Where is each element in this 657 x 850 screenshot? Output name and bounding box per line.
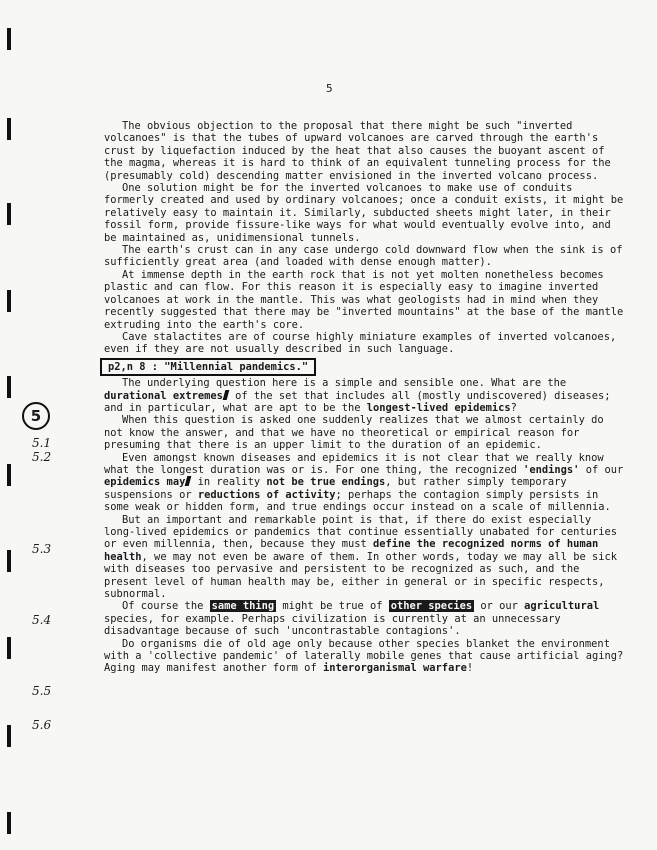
text-run: might be true of <box>276 600 389 613</box>
text-run: , but rather simply temporary suspensions or <box>104 476 567 501</box>
paragraph <box>104 600 624 637</box>
emphasis: interorganismal warfare <box>322 662 467 675</box>
paragraph <box>104 377 624 414</box>
margin-note: 5.4 <box>32 613 52 627</box>
emphasis: not be true endings <box>266 476 386 489</box>
text-run: species, for example. Perhaps civilization is currently at an unnecessary disadvantage because of such 'uncontrastable contagions'. <box>104 612 561 638</box>
text-run: of the set that includes all (mostly undiscovered) diseases; and in particular, what are apt to be the <box>104 389 611 414</box>
emphasis: same thing <box>211 600 275 613</box>
paragraph: Cave stalactites are of course highly miniature examples of inverted volcanoes, even if they are not usually described in such language. <box>104 330 617 356</box>
page-number: 5 <box>326 82 333 95</box>
text-run: But an important and remarkable point is that, if there do exist especially long-lived epidemics or pandemics that continue essentially unabated for centuries or even millennia, then, because they must <box>104 513 617 551</box>
binder-mark <box>7 376 11 398</box>
text-run: of our <box>579 463 624 476</box>
binder-mark <box>7 812 11 834</box>
binder-mark <box>7 464 11 486</box>
margin-note: 5.1 <box>32 436 52 450</box>
emphasis: other species <box>390 600 473 613</box>
text-run: in reality <box>191 476 267 489</box>
emphasis: agricultural <box>524 600 600 613</box>
paragraph: When this question is asked one suddenly realizes that we almost certainly do not know the answer, and that we have no theoretical or empirical reason for presuming that there is an upper limit to the duration of an epidemic. <box>104 414 604 452</box>
text-run: Do organisms die of old age only because other species blanket the environment with a 'collective pandemic' of laterally mobile genes that cause artificial aging? Aging may manifest another form of <box>104 637 624 675</box>
text-run: ? <box>510 401 517 414</box>
text-run: ! <box>466 662 474 675</box>
emphasis: epidemics may <box>104 476 186 489</box>
section-heading: p2,n 8 : "Millennial pandemics." <box>100 358 316 376</box>
paragraph: The obvious objection to the proposal that there might be such "inverted volcanoes" is that the tubes of upward volcanoes are carved through the earth's crust by liquefaction induced by the heat that also causes the buoyant ascent of the magma, whereas it is hard to think of an equivalent tunneling process for the (presumably cold) descending matter envisioned in the inverted volcano process. <box>104 120 611 182</box>
paragraph <box>104 452 624 514</box>
binder-mark <box>7 118 11 140</box>
text-run: ; perhaps the contagion simply persists in some weak or hidden form, and true endings occur instead on a scale of millennia. <box>104 488 611 514</box>
binder-mark <box>7 550 11 572</box>
body-text <box>104 120 624 675</box>
margin-note: 5.6 <box>32 718 52 732</box>
text-run: or our <box>474 600 525 613</box>
text-run: The underlying question here is a simple and sensible one. What are the <box>122 377 567 390</box>
paragraph: One solution might be for the inverted volcanoes to make use of conduits formerly created and used by ordinary volcanoes; once a conduit exists, it might be relatively easy to maintain it. Similarly, subducted sheets might later, in their fossil form, provide fissure-like ways for what would eventually evolve into, and be maintained as, unidimensional tunnels. <box>104 182 624 244</box>
binder-mark <box>7 203 11 225</box>
emphasis: reductions of activity <box>197 488 336 501</box>
binder-mark <box>7 290 11 312</box>
margin-note: 5.3 <box>32 542 52 556</box>
emphasis: longest-lived epidemics <box>366 401 511 414</box>
paragraph <box>104 638 624 675</box>
text-run: , we may not even be aware of them. In other words, today we may all be sick with diseases too pervasive and persistent to be recognized as such, and the present level of human health may be, either in general or in specific respects, subnormal. <box>104 550 617 601</box>
paragraph: At immense depth in the earth rock that is not yet molten nonetheless becomes plastic and can flow. For this reason it is especially easy to imagine inverted volcanoes at work in the mantle. This was what geologists had in mind when they recently suggested that there may be "inverted mountains" at the base of the mantle extruding into the earth's core. <box>104 268 624 331</box>
text-run: Of course the <box>122 600 210 613</box>
margin-note: 5.5 <box>32 684 52 698</box>
emphasis: 'endings' <box>523 463 580 476</box>
emphasis: define the recognized norms of human health <box>104 538 599 563</box>
binder-mark <box>7 637 11 659</box>
paragraph <box>104 514 624 601</box>
binder-mark <box>7 28 11 50</box>
circled-section-number: 5 <box>22 402 50 430</box>
margin-note: 5.2 <box>32 450 52 464</box>
emphasis: durational extremes <box>104 389 223 402</box>
paragraph: The earth's crust can in any case undergo cold downward flow when the sink is of sufficiently great area (and loaded with dense enough matter). <box>104 244 623 269</box>
text-run: Even amongst known diseases and epidemics it is not clear that we really know what the longest duration was or is. For one thing, the recognized <box>104 451 604 476</box>
binder-mark <box>7 725 11 747</box>
